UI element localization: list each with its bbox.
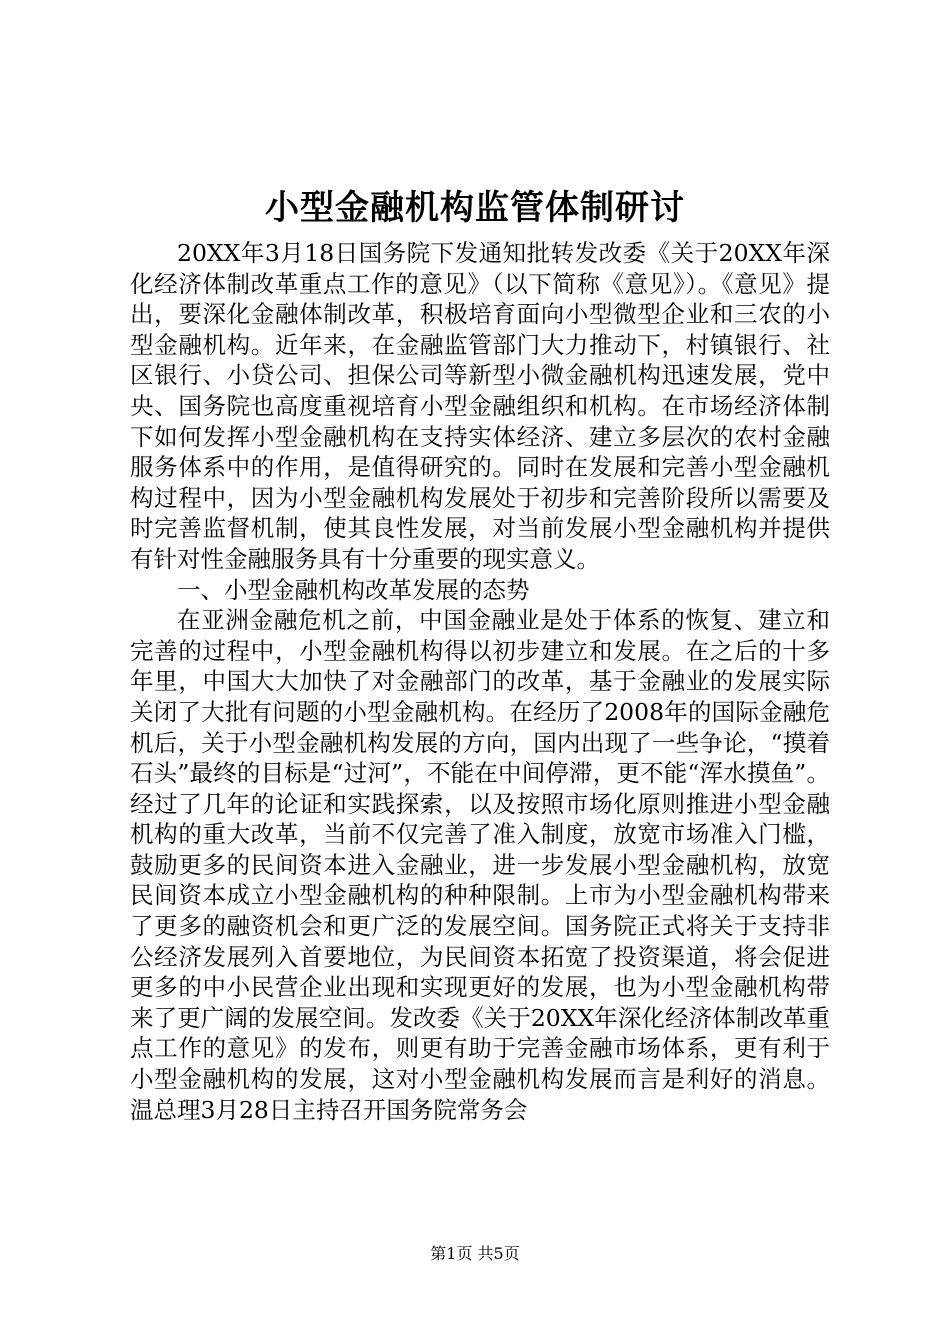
section-heading: 一、小型金融机构改革发展的态势 — [177, 575, 530, 604]
document-title: 小型金融机构监管体制研讨 — [265, 188, 685, 228]
paragraph-section-1: 在亚洲金融危机之前，中国金融业是处于体系的恢复、建立和完善的过程中，小型金融机构得以初步建立和发展。在之后的十多年里，中国大大加快了对金融部门的改革，基于金融业的发展实际关闭了大批有问题的小型金融机构。在经历了2008年的国际金融危机后，关于小型金融机构发展的方向，国内出现了一些争论，“摸着石头”最终的目标是“过河”，不能在中间停滞，更不能“浑水摸鱼”。经过了几年的论证和实践探索，以及按照市场化原则推进小型金融机构的重大改革，当前不仅完善了准入制度，放宽市场准入门槛，鼓励更多的民间资本进入金融业，进一步发展小型金融机构，放宽民间资本成立小型金融机构的种种限制。上市为小型金融机构带来了更多的融资机会和更广泛的发展空间。国务院正式将关于支持非公经济发展列入首要地位，为民间资本拓宽了投资渠道，将会促进更多的中小民营企业出现和实现更好的发展，也为小型金融机构带来了更广阔的发展空间。发改委《关于20XX年深化经济体制改革重点工作的意见》的发布，则更有助于完善金融市场体系，更有利于小型金融机构的发展，这对小型金融机构发展而言是利好的消息。温总理3月28日主持召开国务院常务会 — [130, 606, 830, 1124]
paragraph-intro: 20XX年3月18日国务院下发通知批转发改委《关于20XX年深化经济体制改革重点工作的意见》（以下简称《意见》）。《意见》提出，要深化金融体制改革，积极培育面向小型微型企业和三农的小型金融机构。近年来，在金融监管部门大力推动下，村镇银行、社区银行、小贷公司、担保公司等新型小微金融机构迅速发展，党中央、国务院也高度重视培育小型金融组织和机构。在市场经济体制下如何发挥小型金融机构在支持实体经济、建立多层次的农村金融服务体系中的作用，是值得研究的。同时在发展和完善小型金融机构过程中，因为小型金融机构发展处于初步和完善阶段所以需要及时完善监督机制，使其良性发展，对当前发展小型金融机构并提供有针对性金融服务具有十分重要的现实意义。 — [130, 239, 830, 573]
page-number: 第1页 共5页 — [430, 1244, 520, 1263]
document-body — [130, 238, 830, 1125]
